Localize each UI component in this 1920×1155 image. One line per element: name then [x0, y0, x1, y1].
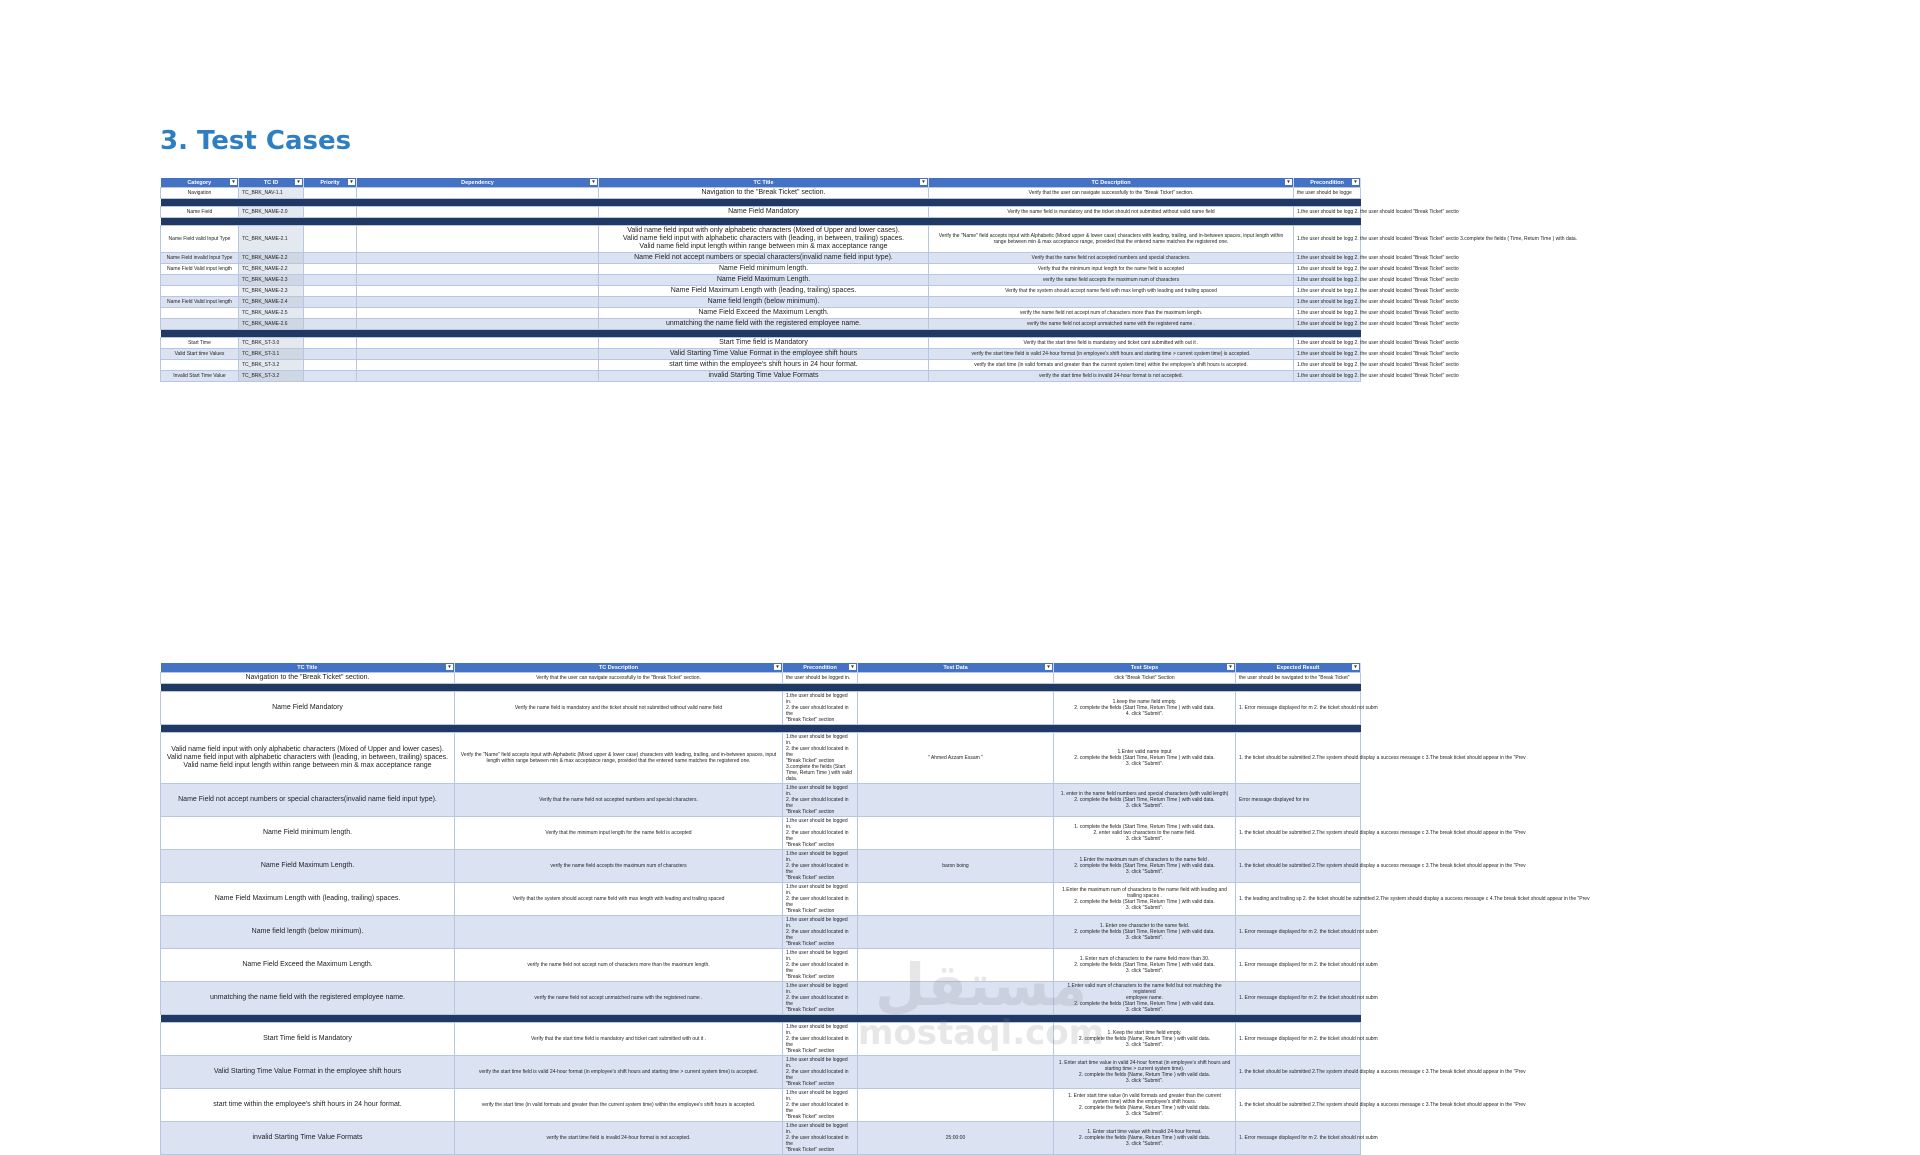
column-header [1294, 178, 1361, 188]
chevron-down-icon[interactable]: ▾ [1352, 664, 1359, 670]
table-row [161, 360, 1361, 371]
priority-cell [304, 286, 357, 297]
table-row [161, 916, 1361, 949]
table-row [161, 733, 1361, 784]
table-row [161, 338, 1361, 349]
category-cell [161, 286, 239, 297]
precondition-cell: 1.the user should be logged in. 2. the user should located in the "Break Ticket" section [783, 982, 858, 1015]
precondition-cell: 1.the user should be logged in. 2. the user should located in the "Break Ticket" section [783, 817, 858, 850]
tc-title-cell: Name Field Maximum Length. [599, 275, 929, 286]
tc-description-cell: Verify that the start time field is mandatory and ticket cant submitted with out it . [929, 338, 1294, 349]
separator-cell [161, 218, 1361, 226]
section-separator [161, 330, 1361, 338]
chevron-down-icon[interactable]: ▾ [1045, 664, 1052, 670]
tc-title-cell: Name field length (below minimum). [599, 297, 929, 308]
test-data-cell [858, 883, 1054, 916]
test-steps-cell: 1. Enter one character to the name field. 2. complete the fields (Start Time, Return Time ) with valid data. 3. click "Submit". [1054, 916, 1236, 949]
tc-id-cell: TC_BRK_NAME-2.2 [239, 264, 304, 275]
dependency-cell [357, 371, 599, 382]
table-row [161, 1122, 1361, 1155]
chevron-down-icon[interactable]: ▾ [1227, 664, 1234, 670]
tc-id-cell: TC_BRK_ST-3.2 [239, 371, 304, 382]
category-cell: Start Time [161, 338, 239, 349]
tc-id-cell: TC_BRK_NAME-2.4 [239, 297, 304, 308]
precondition-cell: 1.the user should be logg 2. the user should located "Break Ticket" sectio [1294, 349, 1361, 360]
precondition-cell: 1.the user should be logg 2. the user should located "Break Ticket" sectio [1294, 360, 1361, 371]
category-cell: Valid Start time Values [161, 349, 239, 360]
chevron-down-icon[interactable]: ▾ [1285, 179, 1292, 185]
tc-description-cell: verify the start time (in valid formats and greater than the current system time) within the employee's shift hours is accepted. [929, 360, 1294, 371]
table-row [161, 297, 1361, 308]
column-header [1236, 663, 1361, 673]
precondition-cell: 1.the user should be logged in. 2. the user should located in the "Break Ticket" section [783, 692, 858, 725]
test-steps-cell: 1. enter in the name field numbers and special characters (with valid length) 2. complete the fields (Start Time, Return Time ) with valid data. 3. click "Submit". [1054, 784, 1236, 817]
category-cell: Name Field Valid input length [161, 264, 239, 275]
test-data-cell [858, 916, 1054, 949]
test-steps-cell: 1.Enter the maximum num of characters to the name field . 2. complete the fields (Start Time, Return Time ) with valid data. 3. click "Submit". [1054, 850, 1236, 883]
table-row [161, 308, 1361, 319]
dependency-cell [357, 308, 599, 319]
dependency-cell [357, 275, 599, 286]
expected-result-cell: 1. the ticket should be submitted 2.The system should display a success message c 3.The break ticket should appear in the "Prev [1236, 733, 1361, 784]
tc-description-cell: Verify that the name field not accepted numbers and special characters. [929, 253, 1294, 264]
tc-description-cell: Verify that the minimum input length for the name field is accepted [455, 817, 783, 850]
table-row [161, 275, 1361, 286]
tc-title-cell: Name Field not accept numbers or special characters(invalid name field input type). [161, 784, 455, 817]
column-header [1054, 663, 1236, 673]
column-header-label: Precondition [803, 664, 837, 671]
separator-cell [161, 725, 1361, 733]
chevron-down-icon[interactable]: ▾ [849, 664, 856, 670]
test-steps-cell: 1.Enter valid name input 2. complete the fields (Start Time, Return Time ) with valid data. 3. click "Submit". [1054, 733, 1236, 784]
test-cases-table-2 [160, 663, 1590, 1155]
tc-id-cell: TC_BRK_NAV-1.1 [239, 188, 304, 199]
precondition-cell: 1.the user should be logged in. 2. the user should located in the "Break Ticket" section [783, 1023, 858, 1056]
tc-description-cell: verify the start time field is valid 24-hour format (in employee's shift hours and starting time > current system time) is accepted. [929, 349, 1294, 360]
column-header [455, 663, 783, 673]
column-header-label: Expected Result [1276, 664, 1320, 671]
tc-description-cell [929, 297, 1294, 308]
column-header-label: Test Data [943, 664, 968, 671]
tc-id-cell: TC_BRK_ST-3.2 [239, 360, 304, 371]
tc-description-cell: Verify that the system should accept name field with max length with leading and trailing spaced [455, 883, 783, 916]
priority-cell [304, 338, 357, 349]
expected-result-cell: 1. the ticket should be submitted 2.The system should display a success message c 3.The break ticket should appear in the "Prev [1236, 850, 1361, 883]
tc-description-cell [455, 916, 783, 949]
expected-result-cell: 1. Error message displayed for m 2. the ticket should not subm [1236, 949, 1361, 982]
header-row [161, 178, 1361, 188]
tc-description-cell: Verify that the user can navigate successfully to the "Break Ticket" section. [455, 673, 783, 684]
priority-cell [304, 360, 357, 371]
expected-result-cell: the user should be navigated to the "Break Ticket" [1236, 673, 1361, 684]
column-header [161, 663, 455, 673]
table-row [161, 1056, 1361, 1089]
precondition-cell: 1.the user should be logged in. 2. the user should located in the "Break Ticket" section [783, 850, 858, 883]
priority-cell [304, 264, 357, 275]
dependency-cell [357, 286, 599, 297]
tc-description-cell: verify the name field not accept unmatched name with the registered name . [929, 319, 1294, 330]
table-row [161, 349, 1361, 360]
tc-title-cell: Name Field Mandatory [599, 207, 929, 218]
precondition-cell: 1.the user should be logg 2. the user should located "Break Ticket" sectio [1294, 319, 1361, 330]
column-header [357, 178, 599, 188]
chevron-down-icon[interactable]: ▾ [920, 179, 927, 185]
column-header [161, 178, 239, 188]
tc-id-cell: TC_BRK_ST-3.0 [239, 338, 304, 349]
chevron-down-icon[interactable]: ▾ [230, 179, 237, 185]
test-data-cell [858, 673, 1054, 684]
tc-description-cell: verify the name field accepts the maximum num of characters [455, 850, 783, 883]
tc-title-cell: Name Field Mandatory [161, 692, 455, 725]
column-header-label: Category [187, 179, 212, 186]
tc-id-cell: TC_BRK_NAME-2.5 [239, 308, 304, 319]
category-cell: Invalid Start Time Value [161, 371, 239, 382]
expected-result-cell: 1. Error message displayed for m 2. the ticket should not subm [1236, 982, 1361, 1015]
table-row [161, 1023, 1361, 1056]
tc-description-cell: verify the start time field is invalid 24-hour format is not accepted. [929, 371, 1294, 382]
table-row [161, 1089, 1361, 1122]
tc-description-cell: verify the name field accepts the maximum num of characters [929, 275, 1294, 286]
test-data-cell [858, 949, 1054, 982]
chevron-down-icon[interactable]: ▾ [348, 179, 355, 185]
header-row [161, 663, 1361, 673]
test-data-cell [858, 784, 1054, 817]
tc-title-cell: Name Field Maximum Length with (leading, trailing) spaces. [161, 883, 455, 916]
test-data-cell [858, 692, 1054, 725]
expected-result-cell: 1. Error message displayed for m 2. the ticket should not subm [1236, 1122, 1361, 1155]
table-row [161, 226, 1361, 253]
tc-id-cell: TC_BRK_NAME-2.1 [239, 226, 304, 253]
dependency-cell [357, 226, 599, 253]
tc-title-cell: Name Field not accept numbers or special characters(invalid name field input type). [599, 253, 929, 264]
priority-cell [304, 319, 357, 330]
expected-result-cell: 1. Error message displayed for m 2. the ticket should not subm [1236, 692, 1361, 725]
tc-description-cell: Verify the "Name" field accepts input with Alphabetic (Mixed upper & lower case) characters with leading, trailing, and in-between spaces, input length within range between min & max acceptance range, provided that the entered name matches the registered one. [929, 226, 1294, 253]
precondition-cell: the user should be logged in. [783, 673, 858, 684]
table-row [161, 817, 1361, 850]
tc-title-cell: start time within the employee's shift hours in 24 hour format. [161, 1089, 455, 1122]
test-steps-cell: 1. Keep the start time field empty. 2. complete the fields (Name, Return Time ) with valid data. 3. click "Submit". [1054, 1023, 1236, 1056]
column-header-label: Priority [320, 179, 340, 186]
test-steps-cell: 1. Enter start time value (in valid formats and greater than the current system time) within the employee's shift hours. 2. complete the fields (Name, Return Time ) with valid data. 3. click "Submit". [1054, 1089, 1236, 1122]
tc-title-cell: Valid Starting Time Value Format in the employee shift hours [599, 349, 929, 360]
test-steps-cell: 1.Enter the maximum num of characters to the name field with leading and trailing spaces . 2. complete the fields (Start Time, Return Time ) with valid data. 3. click "Submit". [1054, 883, 1236, 916]
column-header [599, 178, 929, 188]
precondition-cell: 1.the user should be logg 2. the user should located "Break Ticket" sectio [1294, 297, 1361, 308]
tc-title-cell: invalid Starting Time Value Formats [161, 1122, 455, 1155]
priority-cell [304, 207, 357, 218]
separator-cell [161, 199, 1361, 207]
tc-title-cell: Start Time field is Mandatory [161, 1023, 455, 1056]
test-steps-cell: 1.Enter valid num of characters to the name field but not matching the registered employee name. 2. complete the fields (Start Time, Return Time ) with valid data. 3. click "Submit". [1054, 982, 1236, 1015]
tc-description-cell: verify the start time field is invalid 24-hour format is not accepted. [455, 1122, 783, 1155]
dependency-cell [357, 188, 599, 199]
tc-id-cell: TC_BRK_NAME-2.6 [239, 319, 304, 330]
precondition-cell: 1.the user should be logg 2. the user should located "Break Ticket" sectio [1294, 207, 1361, 218]
column-header [304, 178, 357, 188]
tc-title-cell: Name Field Maximum Length. [161, 850, 455, 883]
tc-description-cell: verify the name field not accept num of characters more than the maximum length. [455, 949, 783, 982]
table-row [161, 253, 1361, 264]
test-data-cell [858, 1023, 1054, 1056]
table-row [161, 883, 1361, 916]
tc-id-cell: TC_BRK_NAME-2.3 [239, 286, 304, 297]
dependency-cell [357, 338, 599, 349]
column-header-label: TC ID [263, 179, 279, 186]
category-cell [161, 275, 239, 286]
tc-title-cell: Name Field minimum length. [161, 817, 455, 850]
precondition-cell: the user should be logge [1294, 188, 1361, 199]
tc-description-cell: verify the name field not accept unmatched name with the registered name . [455, 982, 783, 1015]
column-header-label: TC Title [297, 664, 318, 671]
test-steps-cell: 1. complete the fields (Start Time, Return Time ) with valid data. 2. enter valid two characters to the name field. 3. click "Submit". [1054, 817, 1236, 850]
table-row [161, 784, 1361, 817]
expected-result-cell: 1. Error message displayed for m 2. the ticket should not subm [1236, 1023, 1361, 1056]
precondition-cell: 1.the user should be logg 2. the user should located "Break Ticket" sectio [1294, 338, 1361, 349]
tc-title-cell: Name Field Exceed the Maximum Length. [161, 949, 455, 982]
tc-description-cell: Verify that the system should accept name field with max length with leading and trailing spaced [929, 286, 1294, 297]
precondition-cell: 1.the user should be logg 2. the user should located "Break Ticket" sectio [1294, 371, 1361, 382]
test-data-cell [858, 1056, 1054, 1089]
test-data-cell [858, 1089, 1054, 1122]
tc-description-cell: Verify the name field is mandatory and the ticket should not submitted without valid name field [929, 207, 1294, 218]
precondition-cell: 1.the user should be logg 2. the user should located "Break Ticket" sectio [1294, 308, 1361, 319]
tc-title-cell: Navigation to the "Break Ticket" section. [161, 673, 455, 684]
section-separator [161, 1015, 1361, 1023]
precondition-cell: 1.the user should be logg 2. the user should located "Break Ticket" sectio [1294, 275, 1361, 286]
column-header-label: Dependency [461, 179, 494, 186]
dependency-cell [357, 264, 599, 275]
tc-description-cell: verify the name field not accept num of characters more than the maximum length. [929, 308, 1294, 319]
separator-cell [161, 684, 1361, 692]
dependency-cell [357, 207, 599, 218]
table-row [161, 286, 1361, 297]
column-header-label: Precondition [1310, 179, 1344, 186]
tc-description-cell: Verify that the name field not accepted numbers and special characters. [455, 784, 783, 817]
test-steps-cell: 1.keep the name field empty. 2. complete the fields (Start Time, Return Time ) with valid data. 4. click "Submit". [1054, 692, 1236, 725]
expected-result-cell: 1. the leading and trailing sp 2. the ticket should be submitted 2.The system should display a success message c 4.The break ticket should appear in the "Prev [1236, 883, 1361, 916]
tc-title-cell: Valid Starting Time Value Format in the employee shift hours [161, 1056, 455, 1089]
table-row [161, 207, 1361, 218]
test-data-cell [858, 982, 1054, 1015]
precondition-cell: 1.the user should be logged in. 2. the user should located in the "Break Ticket" section [783, 1089, 858, 1122]
category-cell: Navigation [161, 188, 239, 199]
category-cell: Name Field [161, 207, 239, 218]
priority-cell [304, 371, 357, 382]
tc-title-cell: Name Field Maximum Length with (leading, trailing) spaces. [599, 286, 929, 297]
tc-id-cell: TC_BRK_NAME-2.0 [239, 207, 304, 218]
tc-title-cell: Name field length (below minimum). [161, 916, 455, 949]
tc-title-cell: Name Field minimum length. [599, 264, 929, 275]
table-row [161, 371, 1361, 382]
category-cell [161, 308, 239, 319]
separator-cell [161, 1015, 1361, 1023]
column-header [783, 663, 858, 673]
section-separator [161, 725, 1361, 733]
test-data-cell: baron boing [858, 850, 1054, 883]
table-row [161, 319, 1361, 330]
table-row [161, 692, 1361, 725]
separator-cell [161, 330, 1361, 338]
column-header [929, 178, 1294, 188]
tc-id-cell: TC_BRK_ST-3.1 [239, 349, 304, 360]
expected-result-cell: 1. the ticket should be submitted 2.The system should display a success message c 3.The break ticket should appear in the "Prev [1236, 817, 1361, 850]
table-row [161, 673, 1361, 684]
priority-cell [304, 349, 357, 360]
tc-description-cell: Verify that the start time field is mandatory and ticket cant submitted with out it . [455, 1023, 783, 1056]
column-header-label: TC Description [598, 664, 639, 671]
dependency-cell [357, 319, 599, 330]
column-header-label: TC Description [1091, 179, 1131, 186]
tc-title-cell: unmatching the name field with the registered employee name. [599, 319, 929, 330]
watermark-latin: mostaql.com [858, 1013, 1105, 1053]
chevron-down-icon[interactable]: ▾ [446, 664, 453, 670]
dependency-cell [357, 349, 599, 360]
page-title: 3. Test Cases [160, 126, 352, 156]
table-row [161, 850, 1361, 883]
chevron-down-icon[interactable]: ▾ [1352, 179, 1359, 185]
tc-description-cell: Verify that the minimum input length for the name field is accepted [929, 264, 1294, 275]
table-row [161, 188, 1361, 199]
dependency-cell [357, 297, 599, 308]
test-data-cell [858, 817, 1054, 850]
precondition-cell: 1.the user should be logged in. 2. the user should located in the "Break Ticket" section [783, 916, 858, 949]
chevron-down-icon[interactable]: ▾ [590, 179, 597, 185]
expected-result-cell: Error message displayed for inv [1236, 784, 1361, 817]
tc-title-cell: Name Field Exceed the Maximum Length. [599, 308, 929, 319]
test-data-cell: 25:00:00 [858, 1122, 1054, 1155]
tc-description-cell: Verify the "Name" field accepts input with Alphabetic (Mixed upper & lower case) characters with leading, trailing, and in-between spaces, input length within range between min & max acceptance range, provided that the entered name matches the registered one. [455, 733, 783, 784]
precondition-cell: 1.the user should be logged in. 2. the user should located in the "Break Ticket" section [783, 784, 858, 817]
precondition-cell: 1.the user should be logg 2. the user should located "Break Ticket" sectio [1294, 286, 1361, 297]
test-cases-table-1 [160, 178, 1578, 382]
section-separator [161, 218, 1361, 226]
section-separator [161, 684, 1361, 692]
priority-cell [304, 297, 357, 308]
column-header [239, 178, 304, 188]
precondition-cell: 1.the user should be logg 2. the user should located "Break Ticket" sectio 3.complete the fields ( Time, Return Time ) with data. [1294, 226, 1361, 253]
test-steps-cell: click "Break Ticket" Section [1054, 673, 1236, 684]
category-cell: Name Field Valid input length [161, 297, 239, 308]
table-row [161, 949, 1361, 982]
tc-description-cell: Verify the name field is mandatory and the ticket should not submitted without valid name field [455, 692, 783, 725]
tc-title-cell: invalid Starting Time Value Formats [599, 371, 929, 382]
precondition-cell: 1.the user should be logg 2. the user should located "Break Ticket" sectio [1294, 264, 1361, 275]
tc-id-cell: TC_BRK_NAME-2.2 [239, 253, 304, 264]
priority-cell [304, 253, 357, 264]
test-steps-cell: 1. Enter start time value with invalid 24-hour format. 2. complete the fields (Name, Return Time ) with valid data. 3. click "Submit". [1054, 1122, 1236, 1155]
column-header [858, 663, 1054, 673]
chevron-down-icon[interactable]: ▾ [774, 664, 781, 670]
priority-cell [304, 226, 357, 253]
expected-result-cell: 1. the ticket should be submitted 2.The system should display a success message c 3.The break ticket should appear in the "Prev [1236, 1056, 1361, 1089]
expected-result-cell: 1. Error message displayed for m 2. the ticket should not subm [1236, 916, 1361, 949]
dependency-cell [357, 253, 599, 264]
dependency-cell [357, 360, 599, 371]
tc-description-cell: verify the start time (in valid formats and greater than the current system time) within the employee's shift hours is accepted. [455, 1089, 783, 1122]
category-cell [161, 360, 239, 371]
priority-cell [304, 188, 357, 199]
expected-result-cell: 1. the ticket should be submitted 2.The system should display a success message c 3.The break ticket should appear in the "Prev [1236, 1089, 1361, 1122]
tc-description-cell: Verify that the user can navigate successfully to the "Break Ticket" section. [929, 188, 1294, 199]
category-cell: Name Field invalid Input Type [161, 253, 239, 264]
tc-title-cell: unmatching the name field with the registered employee name. [161, 982, 455, 1015]
precondition-cell: 1.the user should be logged in. 2. the user should located in the "Break Ticket" section [783, 883, 858, 916]
tc-title-cell: start time within the employee's shift hours in 24 hour format. [599, 360, 929, 371]
category-cell [161, 319, 239, 330]
precondition-cell: 1.the user should be logg 2. the user should located "Break Ticket" sectio [1294, 253, 1361, 264]
chevron-down-icon[interactable]: ▾ [295, 179, 302, 185]
test-steps-cell: 1. Enter start time value in valid 24-hour format (in employee's shift hours and starting time > current system time). 2. complete the fields (Name, Return Time ) with valid data. 3. click "Submit". [1054, 1056, 1236, 1089]
tc-id-cell: TC_BRK_NAME-2.3 [239, 275, 304, 286]
precondition-cell: 1.the user should be logged in. 2. the user should located in the "Break Ticket" section 3.complete the fields (Start Time, Return Time ) with valid data. [783, 733, 858, 784]
precondition-cell: 1.the user should be logged in. 2. the user should located in the "Break Ticket" section [783, 1122, 858, 1155]
tc-title-cell: Start Time field is Mandatory [599, 338, 929, 349]
column-header-label: TC Title [753, 179, 774, 186]
priority-cell [304, 275, 357, 286]
tc-description-cell: verify the start time field is valid 24-hour format (in employee's shift hours and starting time > current system time) is accepted. [455, 1056, 783, 1089]
section-separator [161, 199, 1361, 207]
precondition-cell: 1.the user should be logged in. 2. the user should located in the "Break Ticket" section [783, 949, 858, 982]
column-header-label: Test Steps [1130, 664, 1159, 671]
category-cell: Name Field valid Input Type [161, 226, 239, 253]
table-row [161, 264, 1361, 275]
test-data-cell: " Ahmed Azzam Essam " [858, 733, 1054, 784]
priority-cell [304, 308, 357, 319]
tc-title-cell: Valid name field input with only alphabetic characters (Mixed of Upper and lower cases). Valid name field input with alphabetic characters with (leading, in between, trailing) spaces. Valid name field input length within range between min & max acceptance range [599, 226, 929, 253]
test-steps-cell: 1. Enter num of characters to the name field more than 30. 2. complete the fields (Start Time, Return Time ) with valid data. 3. click "Submit". [1054, 949, 1236, 982]
tc-title-cell: Navigation to the "Break Ticket" section. [599, 188, 929, 199]
tc-title-cell: Valid name field input with only alphabetic characters (Mixed of Upper and lower cases). Valid name field input with alphabetic characters with (leading, in between, trailing) spaces. Valid name field input length within range between min & max acceptance range [161, 733, 455, 784]
table-row [161, 982, 1361, 1015]
precondition-cell: 1.the user should be logged in. 2. the user should located in the "Break Ticket" section [783, 1056, 858, 1089]
